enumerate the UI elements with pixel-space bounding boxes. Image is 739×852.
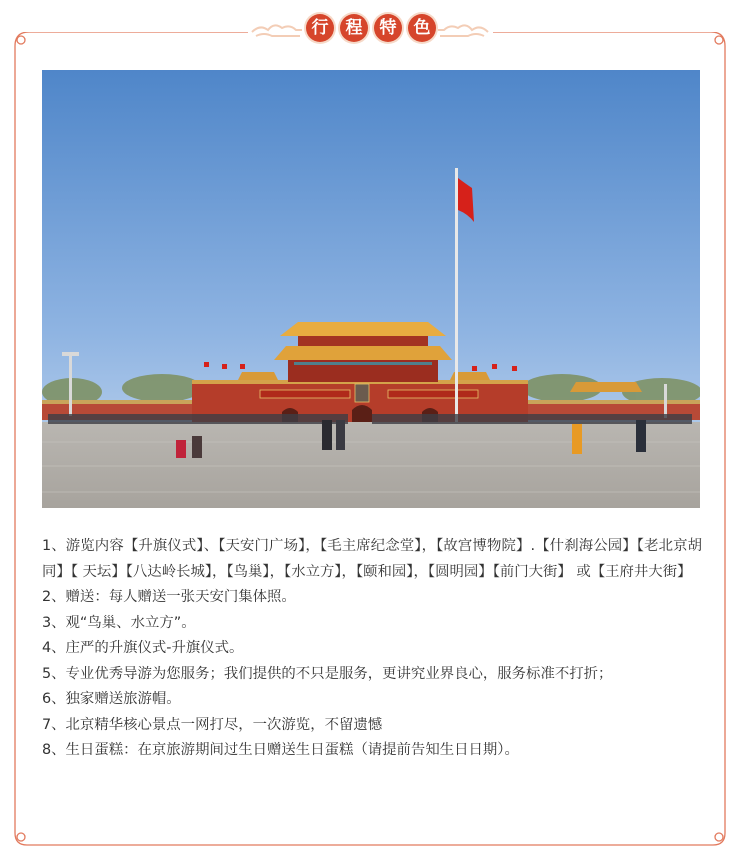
feature-item: 4、庄严的升旗仪式-升旗仪式。 <box>42 640 244 656</box>
title-char-1: 行 <box>306 14 334 42</box>
title-char-2: 程 <box>340 14 368 42</box>
title-char-4: 色 <box>408 14 436 42</box>
feature-item: 1、游览内容【升旗仪式】、【天安门广场】，【毛主席纪念堂】，【故宫博物院】.【什刹海公园】【老北京胡同】【 天坛】【八达岭长城】，【鸟巢】，【水立方】，【颐和园】，【圆明园】【前门大街】 或【王府井大街】 <box>42 538 702 580</box>
tiananmen-photo <box>42 70 700 508</box>
cloud-left-icon <box>250 18 304 42</box>
feature-item: 6、独家赠送旅游帽。 <box>42 691 181 707</box>
cloud-right-icon <box>436 18 490 42</box>
feature-item: 5、专业优秀导游为您服务；我们提供的不只是服务，更讲究业界良心，服务标准不打折； <box>42 665 613 682</box>
feature-item: 7、北京精华核心景点一网打尽，一次游览，不留遗憾 <box>42 716 383 733</box>
feature-item: 2、赠送：每人赠送一张天安门集体照。 <box>42 589 296 605</box>
section-title <box>250 8 490 54</box>
feature-item: 8、生日蛋糕：在京旅游期间过生日赠送生日蛋糕（请提前告知生日日期）。 <box>42 742 519 758</box>
feature-list <box>42 534 702 764</box>
title-char-3: 特 <box>374 14 402 42</box>
feature-item: 3、观“鸟巢、水立方”。 <box>42 614 196 631</box>
